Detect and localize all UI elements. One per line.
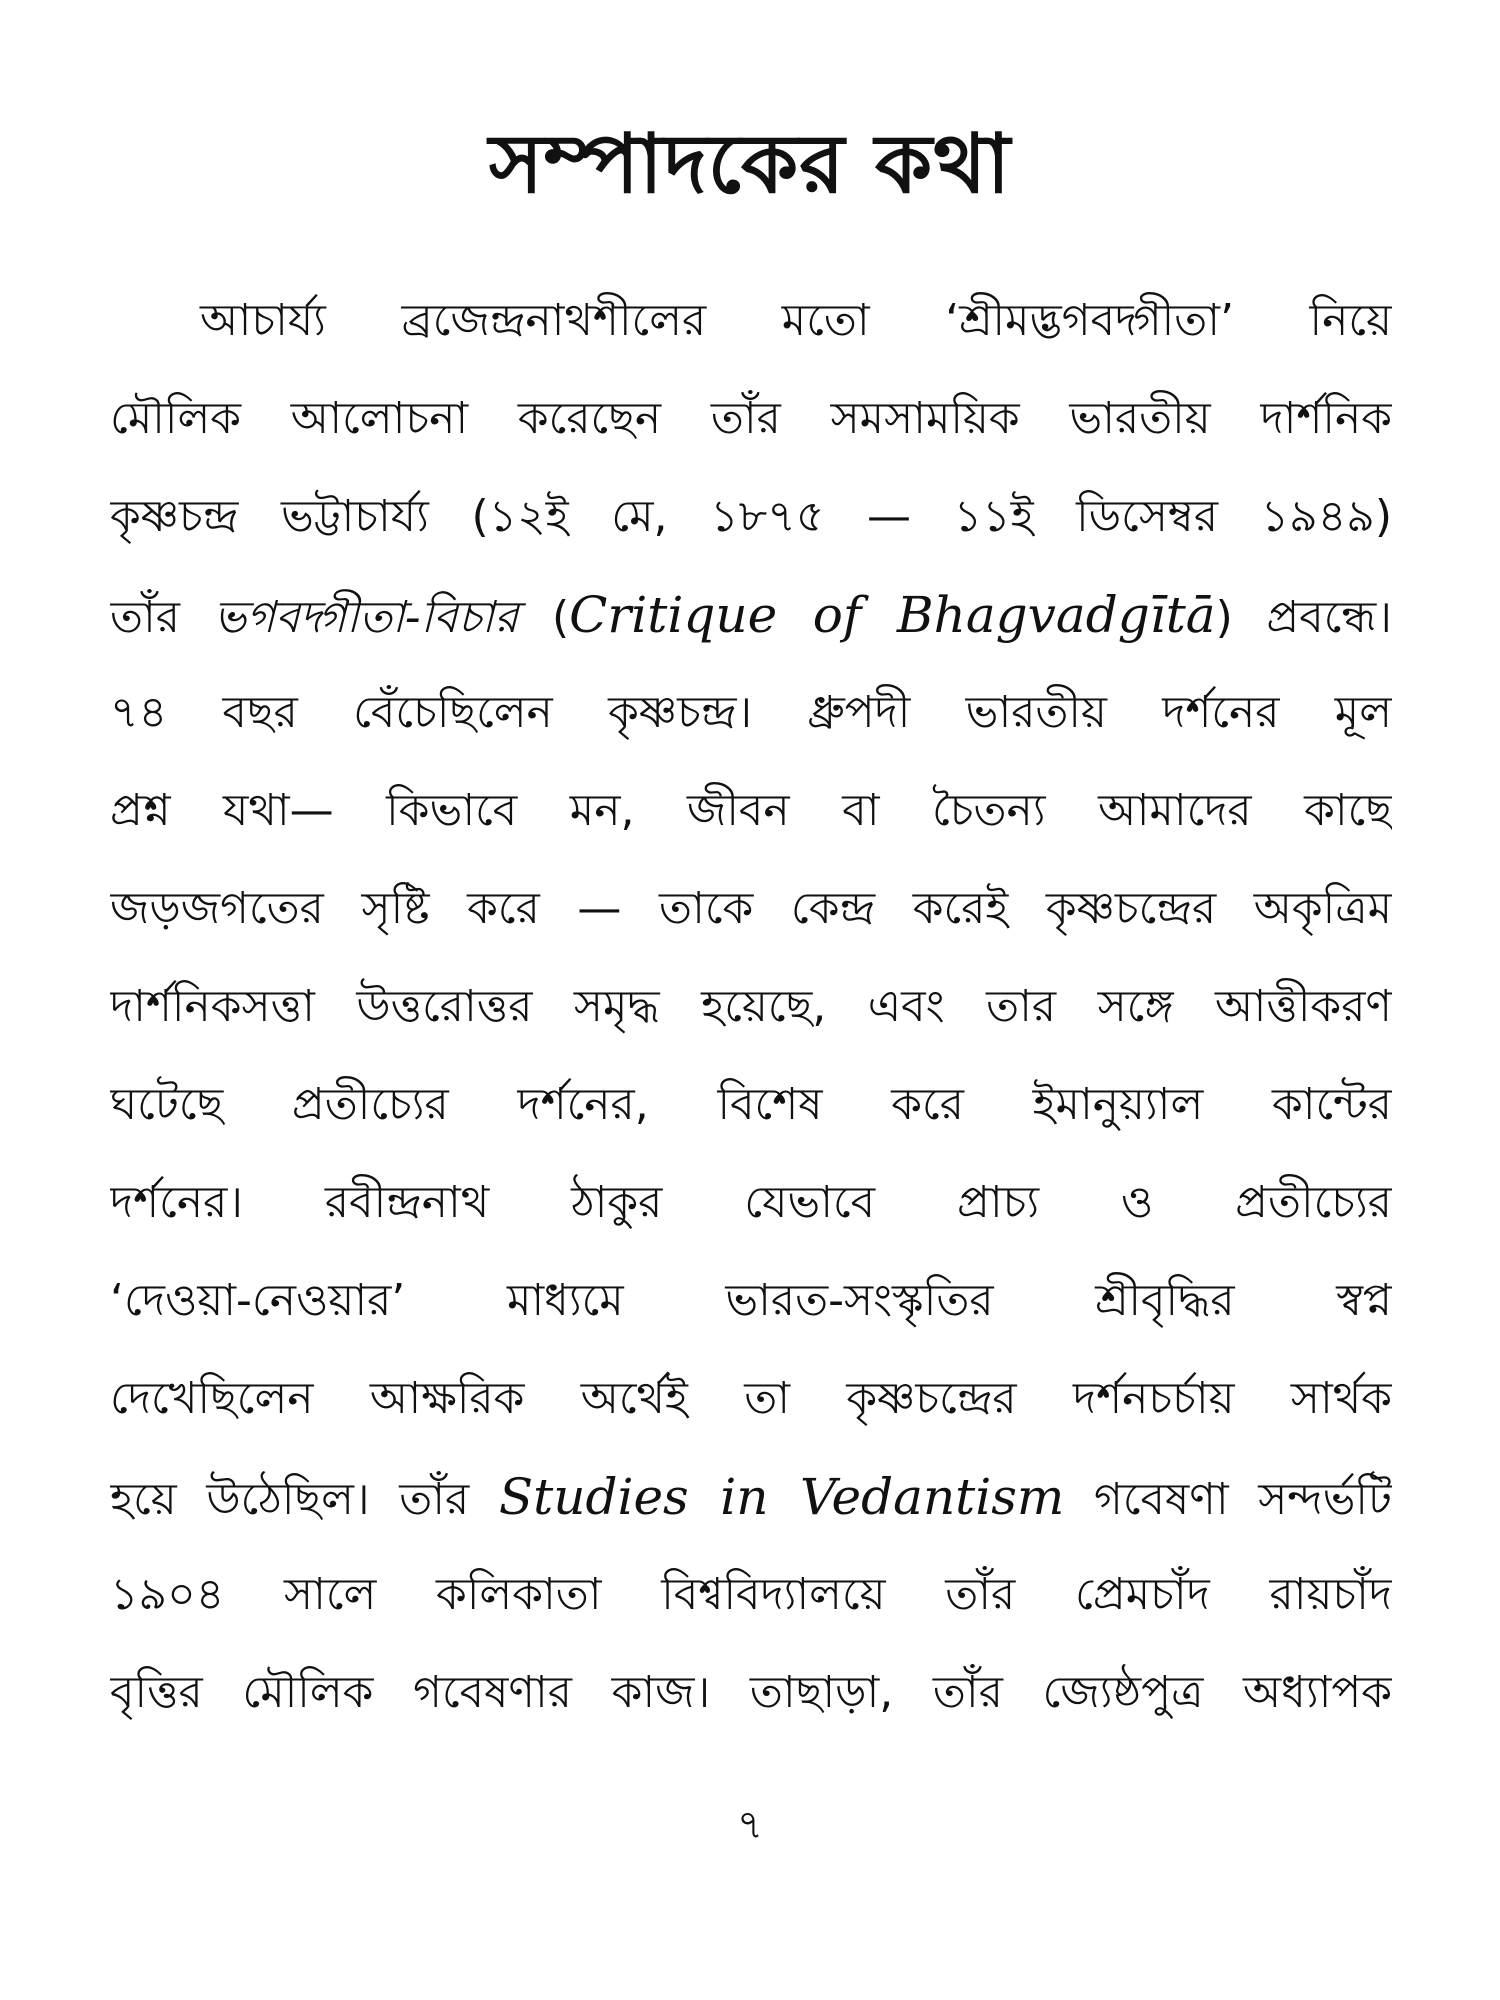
- italic-bengali-title: ভগবদ্গীতা-বিচার: [213, 592, 519, 643]
- text-line-10: দর্শনের। রবীন্দ্রনাথ ঠাকুর যেভাবে প্রাচ্য ও প্রতীচ্যের: [110, 1177, 1392, 1228]
- text-line-5: ৭৪ বছর বেঁচেছিলেন কৃষ্ণচন্দ্র। ধ্রুপদী ভারতীয় দর্শনের মূল: [110, 687, 1392, 738]
- text-line-4-mid: (: [518, 592, 570, 643]
- text-line-4-post: ) প্রবন্ধে।: [1215, 592, 1392, 643]
- text-line-4-pre: তাঁর: [110, 592, 214, 643]
- text-line-13-pre: হয়ে উঠেছিল। তাঁর: [110, 1474, 499, 1525]
- text-line-4: [110, 566, 1392, 664]
- text-line-15: বৃত্তির মৌলিক গবেষণার কাজ। তাছাড়া, তাঁর জ্যেষ্ঠপুত্র অধ্যাপক: [110, 1667, 1392, 1718]
- text-line-2: মৌলিক আলোচনা করেছেন তাঁর সমসাময়িক ভারতীয় দার্শনিক: [110, 393, 1392, 444]
- page-number: ৭: [736, 1802, 763, 1848]
- latin-title-studies: Studies in Vedantism: [498, 1468, 1065, 1526]
- text-line-1: আচার্য্য ব্রজেন্দ্রনাথশীলের মতো ‘শ্রীমদ্ভগবদ্গীতা’ নিয়ে: [200, 295, 1392, 346]
- page-title: সম্পাদকের কথা: [488, 117, 1012, 212]
- text-line-8: দার্শনিকসত্তা উত্তরোত্তর সমৃদ্ধ হয়েছে, এবং তার সঙ্গে আত্তীকরণ: [110, 981, 1392, 1032]
- text-line-12: দেখেছিলেন আক্ষরিক অর্থেই তা কৃষ্ণচন্দ্রের দর্শনচর্চায় সার্থক: [110, 1373, 1392, 1424]
- latin-title-critique: Critique of Bhagvadgītā: [569, 586, 1216, 644]
- text-line-7: জড়জগতের সৃষ্টি করে — তাকে কেন্দ্র করেই কৃষ্ণচন্দ্রের অকৃত্রিম: [110, 883, 1392, 934]
- text-line-13-post: গবেষণা সন্দর্ভটি: [1064, 1474, 1392, 1525]
- text-line-6: প্রশ্ন যথা— কিভাবে মন, জীবন বা চৈতন্য আমাদের কাছে: [110, 785, 1392, 836]
- body-text: [110, 272, 1392, 1742]
- text-line-3: কৃষ্ণচন্দ্র ভট্টাচার্য্য (১২ই মে, ১৮৭৫ — ১১ই ডিসেম্বর ১৯৪৯): [110, 491, 1392, 542]
- text-line-14: ১৯০৪ সালে কলিকাতা বিশ্ববিদ্যালয়ে তাঁর প্রেমচাঁদ রায়চাঁদ: [110, 1569, 1392, 1620]
- text-line-13: [110, 1448, 1392, 1546]
- text-line-11: ‘দেওয়া-নেওয়ার’ মাধ্যমে ভারত-সংস্কৃতির শ্রীবৃদ্ধির স্বপ্ন: [110, 1275, 1392, 1326]
- text-line-9: ঘটেছে প্রতীচ্যের দর্শনের, বিশেষ করে ইমানুয়্যাল কান্টের: [110, 1079, 1392, 1130]
